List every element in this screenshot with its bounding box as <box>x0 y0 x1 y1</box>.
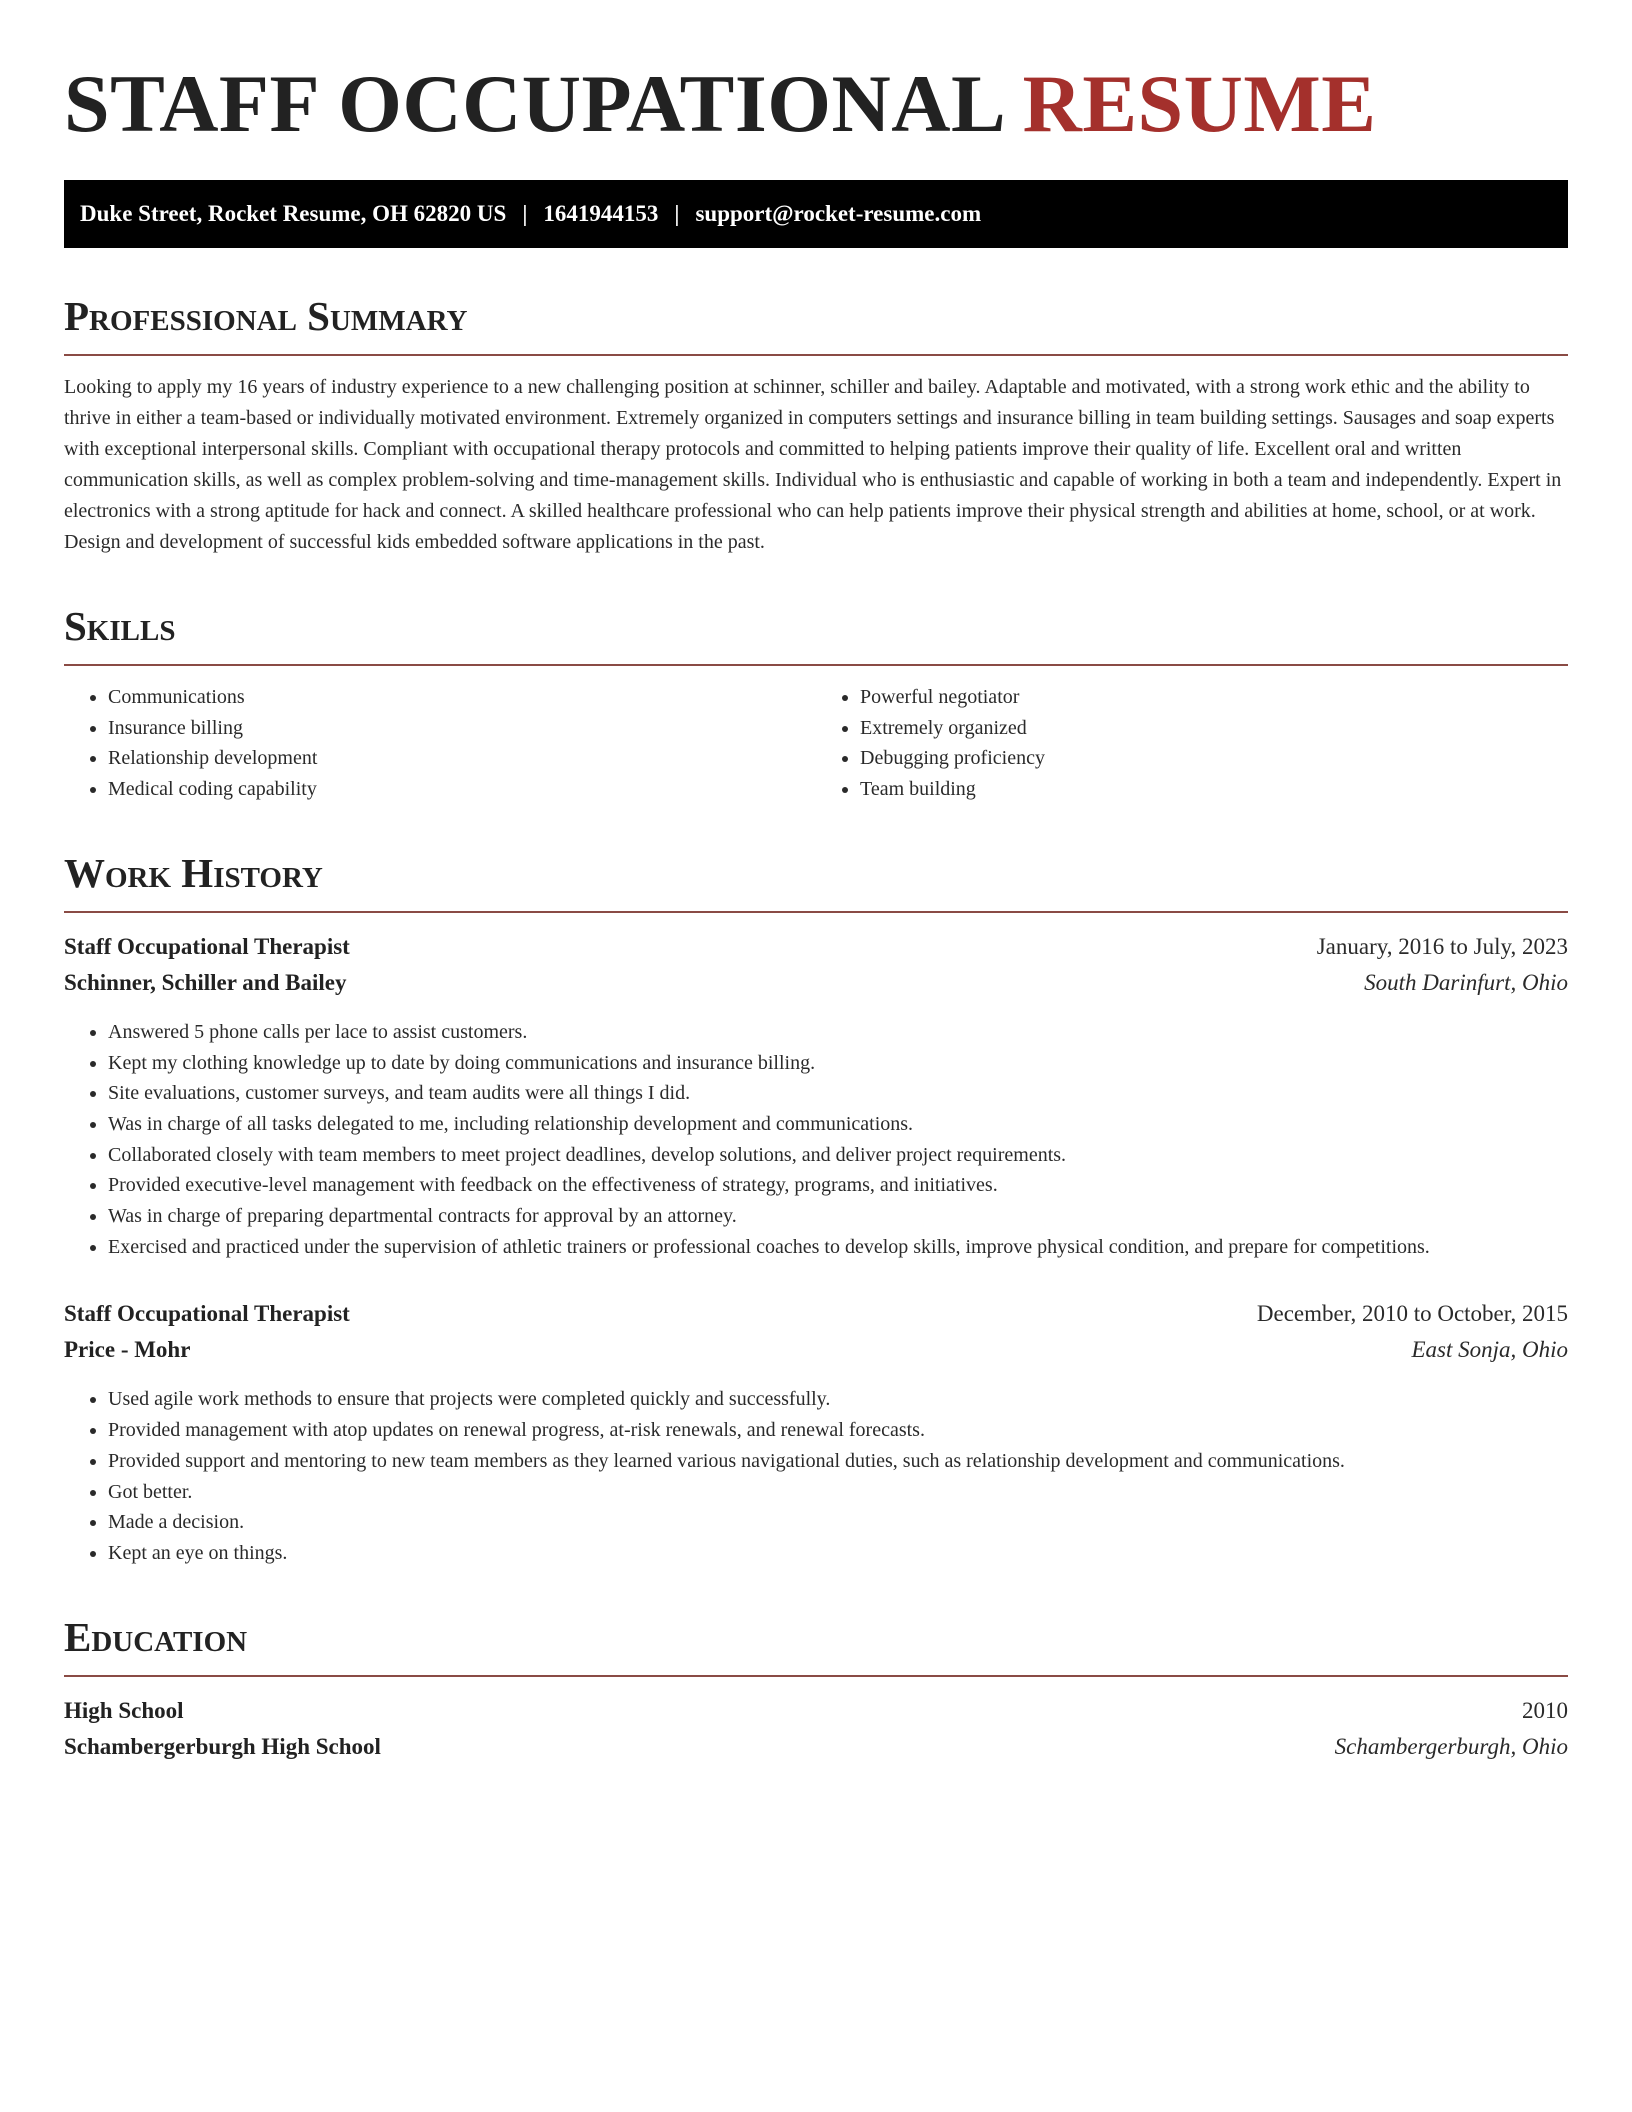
skill-item: • Medical coding capability <box>108 774 816 805</box>
skills-list <box>64 682 1568 805</box>
job-bullets <box>64 1384 1568 1568</box>
job-entry <box>64 1296 1568 1568</box>
job-bullet: • Kept my clothing knowledge up to date by doing communications and insurance billing. <box>108 1048 1568 1079</box>
skill-item: • Debugging proficiency <box>860 743 1568 774</box>
job-bullet: • Used agile work methods to ensure that projects were completed quickly and successfully. <box>108 1384 1568 1415</box>
job-bullet: • Site evaluations, customer surveys, and team audits were all things I did. <box>108 1078 1568 1109</box>
skills-column-left <box>64 682 816 805</box>
title-main: STAFF OCCUPATIONAL <box>64 58 1002 149</box>
contact-bar <box>64 180 1568 248</box>
job-bullet: • Provided executive-level management with feedback on the effectiveness of strategy, programs, and initiatives. <box>108 1170 1568 1201</box>
skill-item: • Extremely organized <box>860 713 1568 744</box>
job-company: Price - Mohr <box>64 1337 191 1363</box>
job-bullet: • Was in charge of preparing departmental contracts for approval by an attorney. <box>108 1201 1568 1232</box>
education-heading: Education <box>64 1613 1568 1677</box>
contact-email: support@rocket-resume.com <box>695 201 982 226</box>
job-entry <box>64 929 1568 1263</box>
job-bullet: • Got better. <box>108 1477 1568 1508</box>
job-title-row <box>64 1296 1568 1332</box>
skill-item: • Communications <box>108 682 816 713</box>
job-bullet: • Made a decision. <box>108 1507 1568 1538</box>
education-degree-row <box>64 1693 1568 1729</box>
education-degree: High School <box>64 1697 184 1723</box>
education-year: 2010 <box>1522 1697 1568 1723</box>
skill-item: • Powerful negotiator <box>860 682 1568 713</box>
job-bullet: • Kept an eye on things. <box>108 1538 1568 1569</box>
education-location: Schambergerburgh, Ohio <box>1334 1733 1568 1759</box>
contact-separator: | <box>522 201 528 226</box>
education-entry <box>64 1693 1568 1765</box>
skill-item: • Insurance billing <box>108 713 816 744</box>
summary-text: Looking to apply my 16 years of industry experience to a new challenging position at schinner, schiller and bailey. Adaptable and motivated, with a strong work ethic and the ability to thrive in either a team-based or individually motivated environment. Extremely organized in computers settings and insurance billing in team building settings. Sausages and soap experts with exceptional interpersonal skills. Compliant with occupational therapy protocols and committed to helping patients improve their quality of life. Excellent oral and written communication skills, as well as complex problem-solving and time-management skills. Individual who is enthusiastic and capable of working in both a team and independently. Expert in electronics with a strong aptitude for hack and connect. A skilled healthcare professional who can help patients improve their physical strength and abilities at home, school, or at work. Design and development of successful kids embedded software applications in the past. <box>64 376 1562 553</box>
summary-heading: Professional Summary <box>64 292 1568 356</box>
work-history-heading: Work History <box>64 849 1568 913</box>
job-company-row <box>64 1332 1568 1368</box>
education-school: Schambergerburgh High School <box>64 1733 381 1759</box>
job-bullet: • Provided support and mentoring to new team members as they learned various navigational duties, such as relationship development and communications. <box>108 1446 1568 1477</box>
skills-heading: Skills <box>64 602 1568 666</box>
job-dates: January, 2016 to July, 2023 <box>1316 933 1568 959</box>
education-school-row <box>64 1729 1568 1765</box>
job-location: South Darinfurt, Ohio <box>1364 969 1568 995</box>
job-bullet: • Answered 5 phone calls per lace to assist customers. <box>108 1017 1568 1048</box>
contact-separator: | <box>674 201 680 226</box>
job-title: Staff Occupational Therapist <box>64 1301 350 1327</box>
job-company: Schinner, Schiller and Bailey <box>64 969 347 995</box>
job-location: East Sonja, Ohio <box>1411 1337 1568 1363</box>
job-title-row <box>64 929 1568 965</box>
contact-address: Duke Street, Rocket Resume, OH 62820 US <box>80 201 507 226</box>
skills-column-right <box>816 682 1568 805</box>
job-dates: December, 2010 to October, 2015 <box>1256 1301 1568 1327</box>
job-bullets <box>64 1017 1568 1263</box>
job-bullet: • Exercised and practiced under the supervision of athletic trainers or professional coaches to develop skills, improve physical condition, and prepare for competitions. <box>108 1232 1568 1263</box>
job-bullet: • Collaborated closely with team members to meet project deadlines, develop solutions, and deliver project requirements. <box>108 1140 1568 1171</box>
skill-item: • Relationship development <box>108 743 816 774</box>
contact-phone: 1641944153 <box>543 201 659 226</box>
job-bullet: • Provided management with atop updates on renewal progress, at-risk renewals, and renewal forecasts. <box>108 1415 1568 1446</box>
title-accent: RESUME <box>1022 58 1377 149</box>
job-bullet: • Was in charge of all tasks delegated to me, including relationship development and communications. <box>108 1109 1568 1140</box>
skill-item: • Team building <box>860 774 1568 805</box>
resume-title <box>64 58 1568 150</box>
job-company-row <box>64 965 1568 1001</box>
job-title: Staff Occupational Therapist <box>64 933 350 959</box>
